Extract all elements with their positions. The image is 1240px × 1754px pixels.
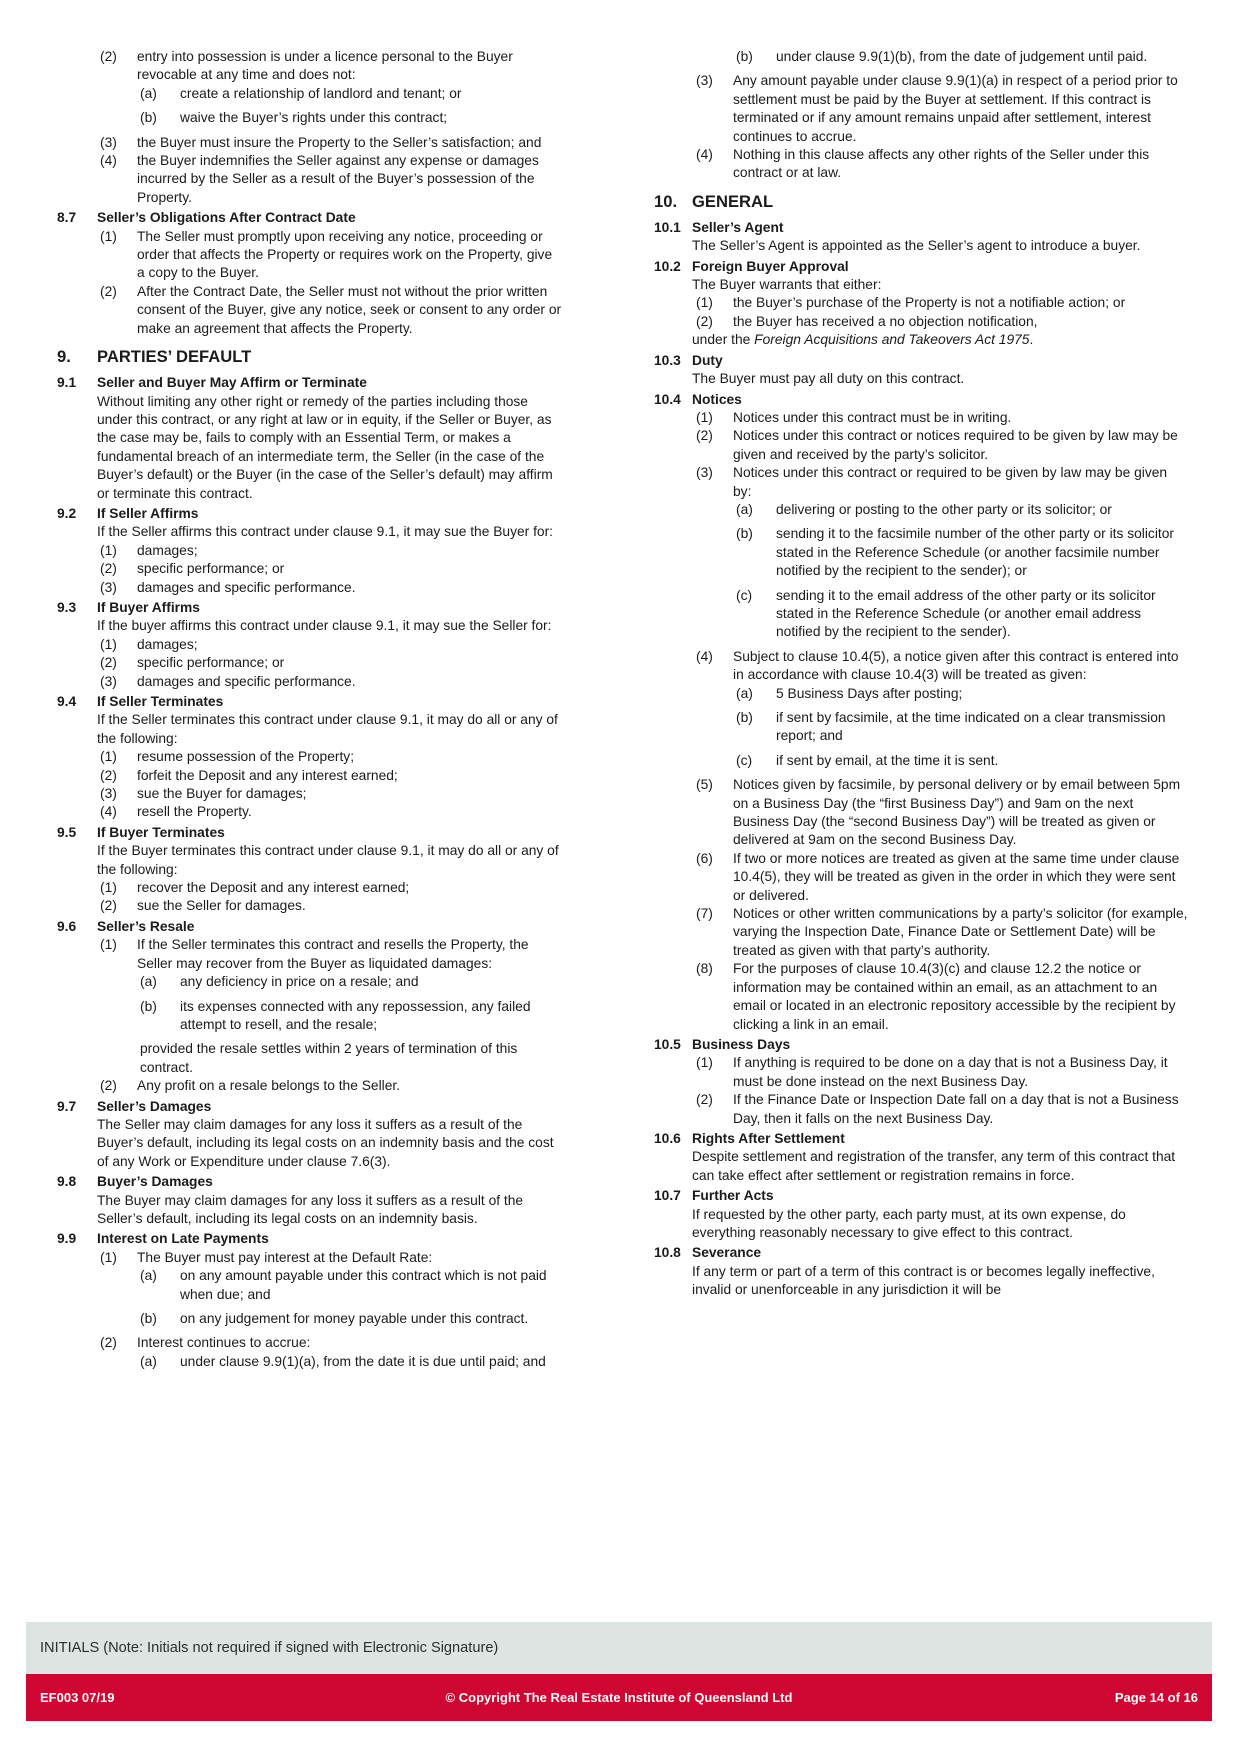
list-item-text: specific performance; or (137, 655, 285, 671)
clause-heading (654, 258, 1188, 276)
list-item-text: specific performance; or (137, 561, 285, 577)
list-item-text: resell the Property. (137, 804, 252, 820)
list-marker: (1) (100, 749, 117, 765)
clause-number: 9.2 (57, 505, 77, 521)
list-item (100, 134, 563, 152)
clause-title: Seller and Buyer May Affirm or Terminate (97, 375, 367, 391)
list-item-text: Notices given by facsimile, by personal delivery or by email between 5pm on a Business Day (the “first Business Day”) and 9am on the next Business Day (the “second Business Day”) will be treated as given or delivered at 9am on the second Business Day. (733, 777, 1181, 848)
list-item (696, 850, 1188, 905)
list-item (140, 109, 563, 127)
list-item (140, 1310, 563, 1328)
list-item (696, 1054, 1188, 1091)
paragraph: If any term or part of a term of this contract is or becomes legally ineffective, invalid or unenforceable in any jurisdiction it will be (692, 1263, 1155, 1298)
paragraph: The Buyer may claim damages for any loss it suffers as a result of the Seller’s default, including its legal costs on an indemnity basis. (97, 1192, 524, 1226)
list-item-text: sending it to the email address of the other party or its solicitor stated in the Reference Schedule (or another email address notified by the recipient to the sender). (776, 587, 1156, 640)
paragraph: provided the resale settles within 2 years of termination of this contract. (140, 1041, 518, 1075)
paragraph: If the Seller affirms this contract under clause 9.1, it may sue the Buyer for: (97, 524, 554, 540)
clause-title: Foreign Buyer Approval (692, 258, 849, 274)
paragraph: Despite settlement and registration of the transfer, any term of this contract that can take effect after settlement or registration remains in force. (692, 1149, 1176, 1183)
italic-text: Foreign Acquisitions and Takeovers Act 1975 (754, 332, 1030, 348)
clause-heading (654, 391, 1188, 409)
list-item-text: The Seller must promptly upon receiving any notice, proceeding or order that affects the Property or requires work on the Property, give a copy to the Buyer. (137, 228, 553, 281)
clause-heading (654, 1036, 1188, 1054)
list-item (736, 501, 1188, 519)
list-item-text: under clause 9.9(1)(b), from the date of judgement until paid. (776, 49, 1148, 64)
list-item (100, 936, 563, 973)
clause-title: Business Days (692, 1036, 791, 1052)
list-item-text: Interest continues to accrue: (137, 1335, 311, 1351)
clause-number: 10.6 (654, 1130, 681, 1146)
list-item (100, 785, 563, 803)
list-item (736, 752, 1188, 770)
clause-number: 9.7 (57, 1098, 77, 1114)
clause-title: If Seller Affirms (97, 505, 199, 521)
clause-heading (654, 219, 1188, 237)
text-run: . (1029, 332, 1034, 348)
text-run: under the (692, 332, 755, 348)
list-marker: (1) (100, 880, 117, 896)
list-marker: (2) (696, 428, 713, 444)
list-item-text: After the Contract Date, the Seller must not without the prior written consent of the Buyer, give any notice, seek or consent to any order or make an agreement that affects the Property. (137, 283, 562, 336)
list-item (100, 748, 563, 766)
clause-heading (57, 824, 563, 842)
list-item-text: For the purposes of clause 10.4(3)(c) and clause 12.2 the notice or information may be contained within an email, as an attachment to an email or located in an electronic repository accessible by the recipient by clicking a link in an email. (733, 961, 1176, 1032)
clause-heading (57, 209, 563, 227)
clause-title: Notices (692, 391, 742, 407)
list-marker: (1) (100, 542, 117, 558)
list-marker: (1) (696, 409, 713, 425)
list-item (696, 146, 1188, 183)
list-item (736, 587, 1188, 642)
list-item-text: damages; (137, 542, 198, 558)
list-item-text: damages and specific performance. (137, 673, 356, 689)
list-marker: (2) (100, 655, 117, 671)
section-heading (57, 347, 563, 367)
clause-heading (654, 1187, 1188, 1205)
list-item (696, 648, 1188, 685)
list-marker: (4) (100, 153, 117, 169)
paragraph: Without limiting any other right or remedy of the parties including those under this contract, or any right at law or in equity, if the Seller or Buyer, as the case may be, fails to comply with an Essential Term, or makes a fundamental breach of an intermediate term, the Seller (in the case of the Buyer’s default) or the Buyer (in the case of the Seller’s default) may affirm or terminate this contract. (97, 393, 553, 501)
clause-number: 9.1 (57, 375, 77, 391)
clause-heading (57, 918, 563, 936)
list-item-text: Subject to clause 10.4(5), a notice given after this contract is entered into in accordance with clause 10.4(3) will be treated as given: (733, 648, 1179, 683)
clause-title: Rights After Settlement (692, 1130, 845, 1146)
list-item (140, 1353, 563, 1371)
list-marker: (b) (736, 49, 753, 64)
clause-title: Seller’s Agent (692, 219, 784, 235)
list-item (696, 427, 1188, 464)
list-marker: (4) (696, 147, 713, 163)
list-marker: (3) (100, 673, 117, 689)
list-item-text: Notices under this contract or notices required to be given by law may be given and received by the party’s solicitor. (733, 428, 1178, 462)
list-item (100, 579, 563, 597)
list-item-text: delivering or posting to the other party or its solicitor; or (776, 501, 1112, 517)
clause-heading (654, 1244, 1188, 1262)
list-item (140, 1267, 563, 1304)
list-item-text: on any amount payable under this contract which is not paid when due; and (180, 1268, 547, 1302)
list-item (100, 152, 563, 207)
clause-number: 10.8 (654, 1245, 681, 1261)
list-marker: (a) (140, 974, 157, 990)
left-column (57, 48, 563, 1377)
list-marker: (2) (100, 898, 117, 914)
list-item-text: Notices under this contract must be in writing. (733, 409, 1012, 425)
list-marker: (2) (100, 49, 117, 64)
clause-number: 9.8 (57, 1174, 77, 1190)
list-marker: (4) (696, 648, 713, 664)
list-item-text: sending it to the facsimile number of the other party or its solicitor stated in the Reference Schedule (or another facsimile number notified by the recipient to the sender); or (776, 526, 1174, 579)
list-marker: (3) (696, 73, 713, 89)
clause-title: Further Acts (692, 1188, 774, 1204)
list-marker: (a) (736, 501, 753, 517)
list-item (100, 636, 563, 654)
initials-bar (26, 1622, 1212, 1674)
list-item-text: Any profit on a resale belongs to the Seller. (137, 1078, 401, 1094)
list-item (100, 673, 563, 691)
clause-number: 10.2 (654, 258, 681, 274)
clause-title: Buyer’s Damages (97, 1174, 213, 1190)
list-item-text: If anything is required to be done on a day that is not a Business Day, it must be done instead on the next Business Day. (733, 1055, 1168, 1089)
list-item (696, 409, 1188, 427)
list-item (140, 998, 563, 1035)
footer-bar (26, 1674, 1212, 1721)
section-heading (654, 192, 1188, 212)
clause-number: 9.6 (57, 918, 77, 934)
clause-heading (57, 1173, 563, 1191)
list-marker: (2) (100, 283, 117, 299)
clause-number: 10.4 (654, 391, 681, 407)
clause-title: Seller’s Damages (97, 1098, 212, 1114)
list-item (100, 879, 563, 897)
paragraph: The Seller’s Agent is appointed as the Seller’s agent to introduce a buyer. (692, 238, 1141, 254)
clause-title: Seller’s Resale (97, 918, 195, 934)
list-marker: (b) (736, 710, 753, 725)
list-item-text: recover the Deposit and any interest earned; (137, 880, 410, 896)
paragraph (692, 331, 1188, 349)
clause-heading (57, 1230, 563, 1248)
clause-heading (57, 1098, 563, 1116)
list-item (736, 709, 1188, 746)
list-item (696, 960, 1188, 1034)
list-marker: (2) (696, 313, 713, 329)
list-item-text: if sent by email, at the time it is sent. (776, 752, 999, 768)
clause-heading (57, 693, 563, 711)
list-item (696, 72, 1188, 146)
list-item-text: If the Seller terminates this contract and resells the Property, the Seller may recover from the Buyer as liquidated damages: (137, 937, 529, 971)
list-item-text: If the Finance Date or Inspection Date fall on a day that is not a Business Day, then it falls on the next Business Day. (733, 1092, 1179, 1126)
list-item (100, 283, 563, 338)
section-title: GENERAL (692, 191, 774, 211)
list-item (696, 776, 1188, 850)
paragraph: If the buyer affirms this contract under clause 9.1, it may sue the Seller for: (97, 618, 552, 634)
list-marker: (2) (696, 1092, 713, 1108)
clause-number: 9.5 (57, 824, 77, 840)
list-marker: (b) (140, 110, 157, 126)
list-marker: (3) (100, 579, 117, 595)
clause-title: Duty (692, 352, 723, 368)
paragraph: If the Seller terminates this contract under clause 9.1, it may do all or any of the following: (97, 712, 558, 746)
list-item (100, 1249, 563, 1267)
clause-number: 10.5 (654, 1036, 681, 1052)
list-marker: (1) (696, 1055, 713, 1071)
list-item (696, 464, 1188, 501)
clause-heading (57, 505, 563, 523)
list-item (100, 48, 563, 85)
list-item-text: resume possession of the Property; (137, 749, 355, 765)
list-item-text: the Buyer indemnifies the Seller against any expense or damages incurred by the Seller as a result of the Buyer’s possession of the Property. (137, 153, 539, 205)
list-item-text: damages and specific performance. (137, 579, 356, 595)
list-marker: (a) (736, 685, 753, 701)
list-marker: (3) (100, 134, 117, 150)
clause-title: If Buyer Affirms (97, 599, 200, 615)
clause-number: 10.1 (654, 219, 681, 235)
list-item (100, 542, 563, 560)
clause-number: 8.7 (57, 210, 77, 226)
list-marker: (5) (696, 777, 713, 793)
clause-title: Severance (692, 1245, 762, 1261)
list-marker: (6) (696, 850, 713, 866)
list-item-text: damages; (137, 636, 198, 652)
list-marker: (b) (736, 526, 753, 542)
list-item-text: any deficiency in price on a resale; and (180, 974, 419, 990)
list-item (696, 905, 1188, 960)
clause-heading (57, 599, 563, 617)
list-item (140, 973, 563, 991)
list-item-text: create a relationship of landlord and tenant; or (180, 85, 462, 101)
paragraph: If the Buyer terminates this contract under clause 9.1, it may do all or any of the following: (97, 843, 559, 877)
list-item (100, 803, 563, 821)
list-marker: (b) (140, 1311, 157, 1326)
list-marker: (a) (140, 1268, 157, 1284)
paragraph: The Buyer must pay all duty on this contract. (692, 371, 965, 387)
list-item-text: sue the Seller for damages. (137, 898, 306, 914)
list-marker: (1) (100, 228, 117, 244)
clause-number: 10.7 (654, 1188, 681, 1204)
list-item-text: Any amount payable under clause 9.9(1)(a) in respect of a period prior to settlement must be paid by the Buyer at settlement. If this contract is terminated or if any amount remains unpaid after settlement, interest continues to accrue. (733, 73, 1178, 144)
list-marker: (3) (696, 465, 713, 481)
list-item (696, 1091, 1188, 1128)
list-item (696, 294, 1188, 312)
list-marker: (1) (696, 295, 713, 311)
list-item (100, 1077, 563, 1095)
list-item (736, 685, 1188, 703)
list-marker: (1) (100, 937, 117, 953)
list-item-text: waive the Buyer’s rights under this contract; (180, 110, 448, 126)
list-marker: (7) (696, 906, 713, 922)
list-item-text: Notices under this contract or required to be given by law may be given by: (733, 465, 1168, 499)
list-item-text: 5 Business Days after posting; (776, 685, 963, 701)
list-marker: (a) (140, 1353, 157, 1369)
list-item-text: Nothing in this clause affects any other rights of the Seller under this contract or at law. (733, 147, 1150, 181)
section-number: 9. (57, 347, 71, 367)
right-column (654, 48, 1188, 1300)
list-item-text: under clause 9.9(1)(a), from the date it is due until paid; and (180, 1353, 546, 1369)
list-item-text: The Buyer must pay interest at the Default Rate: (137, 1249, 433, 1265)
clause-heading (654, 1130, 1188, 1148)
paragraph: If requested by the other party, each party must, at its own expense, do everything reasonably necessary to give effect to this contract. (692, 1206, 1126, 1240)
list-item (100, 654, 563, 672)
list-item (100, 560, 563, 578)
list-item (100, 228, 563, 283)
list-marker: (c) (736, 752, 753, 768)
list-item (140, 85, 563, 103)
list-item-text: Notices or other written communications by a party’s solicitor (for example, varying the Inspection Date, Finance Date or Settlement Date) will be treated as given with that party’s authority. (733, 906, 1188, 958)
list-marker: (8) (696, 961, 713, 977)
initials-note: INITIALS (Note: Initials not required if signed with Electronic Signature) (40, 1640, 499, 1656)
section-number: 10. (654, 191, 678, 211)
list-item (696, 313, 1188, 331)
list-marker: (c) (736, 587, 753, 603)
list-marker: (1) (100, 1249, 117, 1265)
list-item-text: the Buyer has received a no objection notification, (733, 313, 1038, 329)
list-marker: (1) (100, 636, 117, 652)
list-item (736, 48, 1188, 66)
form-code: EF003 07/19 (40, 1690, 115, 1705)
list-item-text: If two or more notices are treated as given at the same time under clause 10.4(5), they will be treated as given in the order in which they were sent or delivered. (733, 850, 1180, 903)
list-item-text: if sent by facsimile, at the time indicated on a clear transmission report; and (776, 710, 1166, 744)
list-item-text: the Buyer’s purchase of the Property is not a notifiable action; or (733, 295, 1126, 311)
list-marker: (2) (100, 1078, 117, 1094)
list-marker: (3) (100, 786, 117, 802)
section-title: PARTIES’ DEFAULT (97, 347, 252, 367)
list-item (736, 525, 1188, 580)
list-marker: (4) (100, 804, 117, 820)
clause-number: 9.3 (57, 599, 77, 615)
clause-title: If Buyer Terminates (97, 824, 225, 840)
paragraph: The Buyer warrants that either: (692, 277, 882, 293)
clause-title: If Seller Terminates (97, 694, 224, 709)
clause-heading (654, 352, 1188, 370)
list-marker: (2) (100, 561, 117, 577)
clause-heading (57, 374, 563, 392)
clause-number: 9.9 (57, 1231, 77, 1247)
clause-number: 9.4 (57, 694, 77, 709)
clause-title: Seller’s Obligations After Contract Date (97, 210, 356, 226)
clause-number: 10.3 (654, 352, 681, 368)
list-item-text: the Buyer must insure the Property to the Seller’s satisfaction; and (137, 134, 542, 150)
list-item-text: sue the Buyer for damages; (137, 786, 307, 802)
list-item-text: its expenses connected with any repossession, any failed attempt to resell, and the resale; (180, 998, 531, 1032)
copyright-notice: © Copyright The Real Estate Institute of Queensland Ltd (445, 1690, 793, 1705)
list-item (100, 897, 563, 915)
page-indicator: Page 14 of 16 (1114, 1690, 1198, 1705)
paragraph: The Seller may claim damages for any loss it suffers as a result of the Buyer’s default, including its legal costs on an indemnity basis and the cost of any Work or Expenditure under clause 7.6(3). (97, 1116, 554, 1169)
list-marker: (2) (100, 1335, 117, 1351)
list-item (100, 1334, 563, 1352)
clause-title: Interest on Late Payments (97, 1231, 269, 1247)
list-marker: (a) (140, 85, 157, 101)
list-item-text: on any judgement for money payable under this contract. (180, 1311, 529, 1326)
list-marker: (b) (140, 998, 157, 1014)
list-item-text: forfeit the Deposit and any interest earned; (137, 767, 398, 783)
list-marker: (2) (100, 767, 117, 783)
list-item (100, 767, 563, 785)
list-item-text: entry into possession is under a licence personal to the Buyer revocable at any time and does not: (137, 49, 513, 83)
